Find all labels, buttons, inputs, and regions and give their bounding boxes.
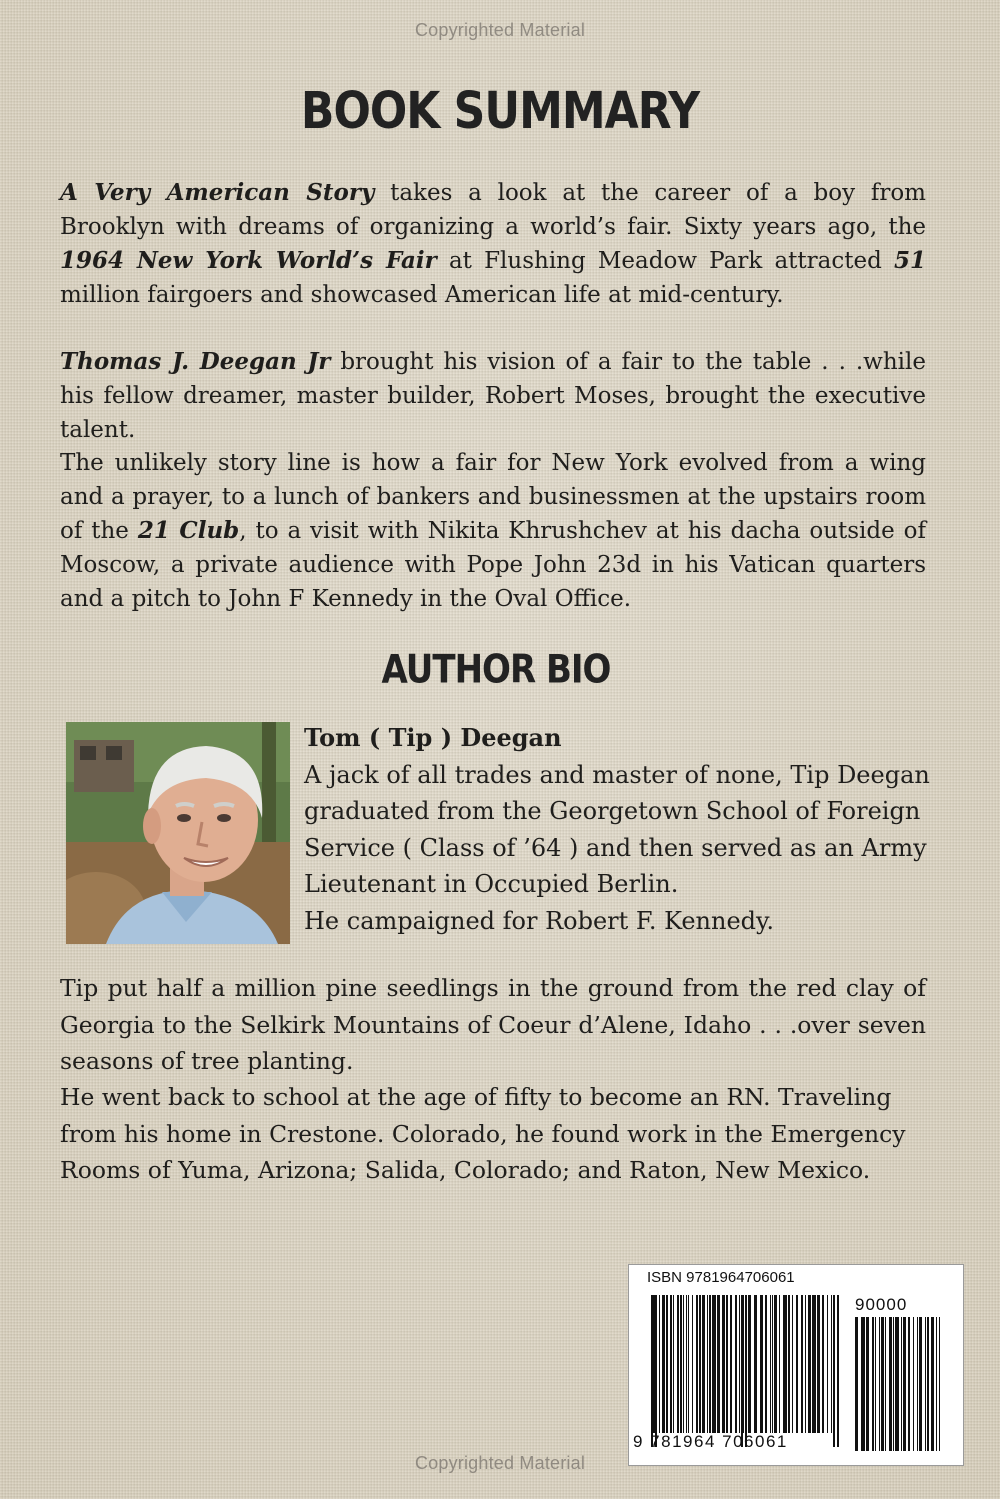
fair-name: 1964 New York World’s Fair: [60, 247, 437, 274]
bio-line: He campaigned for Robert F. Kennedy.: [304, 906, 775, 935]
bio-line: Service ( Class of ’64 ) and then served as an Army: [304, 833, 927, 862]
isbn-label: ISBN 9781964706061: [647, 1269, 795, 1286]
barcode-guard-bar: [651, 1295, 653, 1447]
barcode-bar: [702, 1295, 705, 1433]
barcode-bar: [903, 1317, 906, 1451]
summary-text: brought his vision of a fair to the table . . .while his fellow dreamer, master builder, Robert Moses, brought the executive talent.: [60, 349, 926, 443]
barcode-bar: [881, 1317, 884, 1451]
barcode-bar: [939, 1317, 940, 1451]
barcode-bar: [677, 1295, 679, 1433]
barcode-bar: [936, 1317, 937, 1451]
barcode-bar: [927, 1317, 929, 1451]
barcode-bar: [699, 1295, 701, 1433]
barcode-bar: [760, 1295, 763, 1433]
barcode-bar: [872, 1317, 874, 1451]
barcode-bar: [908, 1317, 910, 1451]
barcode-bar: [696, 1295, 698, 1433]
barcode-bar: [875, 1317, 876, 1451]
barcode-bar: [919, 1317, 922, 1451]
barcode-bar: [739, 1295, 740, 1433]
barcode-bar: [735, 1295, 737, 1433]
bio-line: Lieutenant in Occupied Berlin.: [304, 870, 679, 898]
barcode-bar: [925, 1317, 926, 1451]
barcode-bar: [765, 1295, 767, 1433]
barcode-bar: [866, 1317, 869, 1451]
barcode-bar: [670, 1295, 672, 1433]
barcode-bar: [770, 1295, 771, 1433]
book-title: A Very American Story: [60, 179, 375, 206]
barcode-bar: [817, 1295, 820, 1433]
book-summary-heading: BOOK SUMMARY: [300, 82, 700, 141]
barcode-bar: [901, 1317, 902, 1451]
barcode-bar: [779, 1295, 780, 1433]
attendance-number: 51: [893, 247, 926, 274]
barcode-bar: [774, 1295, 777, 1433]
summary-paragraph-1: [60, 176, 926, 312]
isbn-digits: 9 781964 706061: [633, 1432, 788, 1451]
barcode-bar: [796, 1295, 798, 1433]
barcode-bar: [754, 1295, 757, 1433]
barcode-bar: [730, 1295, 732, 1433]
barcode-bar: [707, 1295, 708, 1433]
person-name: Thomas J. Deegan Jr: [60, 348, 331, 375]
barcode-bar: [827, 1295, 828, 1433]
barcode-bar: [801, 1295, 803, 1433]
barcode-bar: [772, 1295, 773, 1433]
barcode-bar: [659, 1295, 660, 1433]
club-name: 21 Club: [137, 517, 240, 544]
barcode-bar: [666, 1295, 668, 1433]
barcode-bar: [783, 1295, 787, 1433]
barcode-bar: [792, 1295, 793, 1433]
barcode-bar: [683, 1295, 684, 1433]
barcode-bar: [709, 1295, 711, 1433]
barcode-bar: [885, 1317, 886, 1451]
barcode-bar: [879, 1317, 880, 1451]
barcode-guard-bar: [741, 1295, 743, 1447]
summary-text: , to a visit with Nikita Khrushchev at his dacha outside of Moscow, a private audience with Pope John 23d in his Vatican quarters and a pitch to John F Kennedy in the Oval Office.: [60, 518, 926, 612]
barcode-bar: [722, 1295, 725, 1433]
barcode-bar: [895, 1317, 899, 1451]
barcode-bar: [812, 1295, 816, 1433]
barcode-guard-bar: [745, 1295, 747, 1447]
barcode-bar: [673, 1295, 674, 1433]
barcode-bar: [688, 1295, 689, 1433]
barcode-bar: [686, 1295, 687, 1433]
barcode-bar: [889, 1317, 892, 1451]
watermark-bottom: Copyrighted Material: [414, 1453, 586, 1473]
summary-text: million fairgoers and showcased American life at mid-century.: [60, 282, 784, 308]
barcode-bar: [931, 1317, 934, 1451]
author-bio-intro: [304, 720, 944, 939]
summary-text: at Flushing Meadow Park attracted: [436, 248, 894, 274]
barcode-bar: [805, 1295, 806, 1433]
author-photo: [66, 722, 290, 944]
bio-line: graduated from the Georgetown School of Foreign: [304, 797, 921, 825]
barcode-bar: [822, 1295, 824, 1433]
barcode-guard-bar: [655, 1295, 657, 1447]
barcode-guard-bar: [837, 1295, 839, 1447]
author-portrait-illustration: [66, 722, 290, 944]
barcode-bar: [917, 1317, 918, 1451]
barcode-bar: [748, 1295, 751, 1433]
barcode-bar: [788, 1295, 790, 1433]
barcode-bar: [808, 1295, 811, 1433]
barcode-guard-bar: [833, 1295, 835, 1447]
barcode-bar: [913, 1317, 914, 1451]
barcode-bar: [717, 1295, 720, 1433]
barcode-bar: [855, 1317, 858, 1451]
barcode-bar: [893, 1317, 894, 1451]
barcode-bar: [712, 1295, 716, 1433]
summary-text: takes a look at the career of a boy from Brooklyn with dreams of organizing a world’s fair. Sixty years ago, the: [60, 180, 926, 240]
barcode-bar: [831, 1295, 832, 1433]
bio-paragraph-trees: Tip put half a million pine seedlings in the ground from the red clay of Georgia to the Selkirk Mountains of Coeur d’Alene, Idaho . . .over seven seasons of tree planting.: [60, 974, 926, 1075]
barcode-bar: [662, 1295, 665, 1433]
summary-paragraph-2: [60, 345, 926, 447]
summary-text: The unlikely story line is how a fair for New York evolved from a wing and a prayer, to a lunch of bankers and businessmen at the upstairs room of the: [60, 450, 926, 544]
barcode-bar: [680, 1295, 682, 1433]
price-code: 90000: [855, 1295, 908, 1314]
bio-line: A jack of all trades and master of none, Tip Deegan: [304, 760, 930, 789]
barcode-bar: [726, 1295, 728, 1433]
watermark-top: Copyrighted Material: [414, 20, 586, 40]
barcode-bar: [861, 1317, 865, 1451]
isbn-barcode: [628, 1264, 964, 1466]
barcode-bar: [692, 1295, 693, 1433]
summary-paragraph-3: [60, 446, 926, 616]
author-name: Tom ( Tip ) Deegan: [304, 723, 562, 752]
author-bio-heading: AUTHOR BIO: [381, 647, 611, 693]
bio-paragraph-nursing: He went back to school at the age of fifty to become an RN. Traveling from his home in Crestone. Colorado, he found work in the Emergency Rooms of Yuma, Arizona; Salida, Colorado; and Raton, New Mexico.: [60, 1083, 906, 1184]
